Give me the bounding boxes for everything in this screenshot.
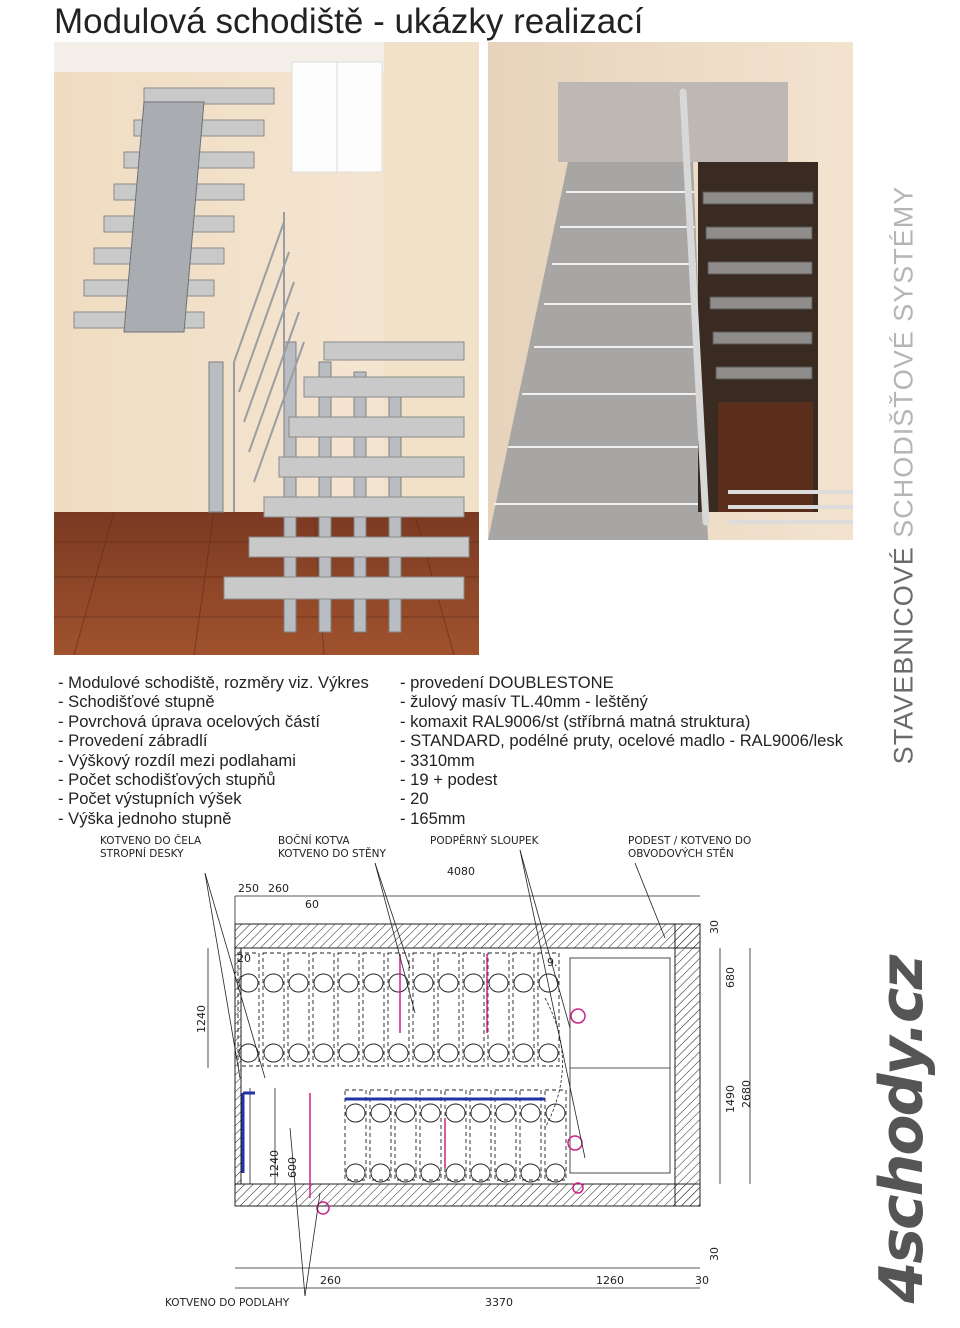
- dim-9: 9.: [547, 956, 558, 969]
- stair-step-outline: [395, 1090, 416, 1180]
- step-bracket-outline: [289, 974, 308, 992]
- stair-step-outline: [538, 953, 559, 1066]
- step-bracket-outline: [489, 974, 508, 992]
- dim-680: 680: [724, 967, 737, 988]
- dim-600: 600: [286, 1157, 299, 1178]
- brand-sidebar: [880, 30, 928, 910]
- step-bracket-outline: [414, 1044, 433, 1062]
- wall-right: [675, 924, 700, 1206]
- stair-step-outline: [513, 953, 534, 1066]
- step-bracket-outline: [546, 1164, 565, 1182]
- label-kotveno-cela: KOTVENO DO ČELA STROPNÍ DESKY: [100, 835, 202, 860]
- stair-step-outline: [288, 953, 309, 1066]
- step-bracket-outline: [514, 974, 533, 992]
- stair-step-outline: [438, 953, 459, 1066]
- stair-step-outline: [313, 953, 334, 1066]
- step-bracket-outline: [539, 1044, 558, 1062]
- dim-250: 250: [238, 882, 259, 895]
- step-bracket-outline: [371, 1104, 390, 1122]
- spec-row: - Výška jednoho stupně - 165mm: [58, 808, 466, 828]
- step-bracket-outline: [464, 1044, 483, 1062]
- step-bracket-outline: [264, 974, 283, 992]
- step-bracket-outline: [364, 974, 383, 992]
- step-bracket-outline: [471, 1104, 490, 1122]
- step-bracket-outline: [314, 1044, 333, 1062]
- stair-plan-svg: [100, 828, 860, 1323]
- step-bracket-outline: [264, 1044, 283, 1062]
- stair-step-outline: [413, 953, 434, 1066]
- dim-30-top: 30: [708, 920, 721, 934]
- stair-step-outline: [488, 953, 509, 1066]
- label-bocni-kotva: BOČNÍ KOTVA KOTVENO DO STĚNY: [278, 835, 386, 860]
- step-bracket-outline: [496, 1104, 515, 1122]
- label-podest: PODEST / KOTVENO DO OBVODOVÝCH STĚN: [628, 835, 752, 860]
- step-bracket-outline: [514, 1044, 533, 1062]
- stair-step-outline: [420, 1090, 441, 1180]
- stair-step-outline: [495, 1090, 516, 1180]
- step-bracket-outline: [421, 1104, 440, 1122]
- step-bracket-outline: [346, 1164, 365, 1182]
- spec-row: - Povrchová úprava ocelových částí - komaxit RAL9006/st (stříbrná matná struktura): [58, 711, 751, 731]
- step-bracket-outline: [439, 974, 458, 992]
- page-title: Modulová schodiště - ukázky realizací: [54, 2, 644, 41]
- step-bracket-outline: [471, 1164, 490, 1182]
- label-kotveno-podlahy: KOTVENO DO PODLAHY: [165, 1297, 290, 1309]
- dim-260: 260: [268, 882, 289, 895]
- step-bracket-outline: [239, 974, 258, 992]
- wall-bottom: [235, 1184, 700, 1206]
- spec-row: - Provedení zábradlí - STANDARD, podélné pruty, ocelové madlo - RAL9006/lesk: [58, 731, 844, 751]
- step-bracket-outline: [521, 1164, 540, 1182]
- wall-top: [235, 924, 700, 948]
- dim-60: 60: [305, 898, 319, 911]
- label-podperny-sloupek: PODPĚRNÝ SLOUPEK: [430, 835, 539, 847]
- spec-row: - Výškový rozdíl mezi podlahami - 3310mm: [58, 750, 475, 770]
- stair-step-outline: [338, 953, 359, 1066]
- stair-step-outline: [345, 1090, 366, 1180]
- staircase-photo-left: [54, 42, 479, 655]
- brand-logo: [862, 940, 942, 1320]
- stair-step-outline: [388, 953, 409, 1066]
- spec-row: - Modulové schodiště, rozměry viz. Výkres - provedení DOUBLESTONE: [58, 673, 614, 692]
- specifications: [58, 673, 888, 828]
- step-bracket-outline: [539, 974, 558, 992]
- dim-260-bottom: 260: [320, 1274, 341, 1287]
- dim-1240-left: 1240: [195, 1005, 208, 1033]
- logo-text: 4schody.cz: [867, 956, 937, 1304]
- brand-tagline: STAVEBNICOVÉ SCHODIŠŤOVÉ SYSTÉMY: [888, 185, 919, 765]
- staircase-photo-right: [488, 42, 853, 540]
- dim-1260: 1260: [596, 1274, 624, 1287]
- step-bracket-outline: [521, 1104, 540, 1122]
- stair-step-outline: [370, 1090, 391, 1180]
- step-bracket-outline: [314, 974, 333, 992]
- step-bracket-outline: [339, 1044, 358, 1062]
- step-bracket-outline: [446, 1164, 465, 1182]
- step-bracket-outline: [546, 1104, 565, 1122]
- step-bracket-outline: [371, 1164, 390, 1182]
- technical-drawing: [100, 828, 860, 1323]
- dim-1490: 1490: [724, 1085, 737, 1113]
- step-bracket-outline: [239, 1044, 258, 1062]
- dim-3370: 3370: [485, 1296, 513, 1309]
- stair-step-outline: [463, 953, 484, 1066]
- spec-row: - Počet schodišťových stupňů - 19 + podest: [58, 769, 498, 789]
- step-bracket-outline: [389, 1044, 408, 1062]
- stair-step-outline: [263, 953, 284, 1066]
- dim-30-right: 30: [708, 1247, 721, 1261]
- dim-30-bottom: 30: [695, 1274, 709, 1287]
- spec-row: - Počet výstupních výšek - 20: [58, 789, 429, 809]
- step-bracket-outline: [414, 974, 433, 992]
- step-bracket-outline: [464, 974, 483, 992]
- step-bracket-outline: [439, 1044, 458, 1062]
- step-bracket-outline: [396, 1164, 415, 1182]
- stair-step-outline: [520, 1090, 541, 1180]
- dim-20: 20: [237, 952, 251, 965]
- step-bracket-outline: [446, 1104, 465, 1122]
- dim-4080: 4080: [447, 865, 475, 878]
- step-bracket-outline: [496, 1164, 515, 1182]
- stair-step-outline: [470, 1090, 491, 1180]
- dim-2680: 2680: [740, 1080, 753, 1108]
- step-bracket-outline: [396, 1104, 415, 1122]
- stair-step-outline: [363, 953, 384, 1066]
- step-bracket-outline: [364, 1044, 383, 1062]
- spec-row: - Schodišťové stupně - žulový masív TL.40mm - leštěný: [58, 692, 648, 712]
- stair-step-outline: [545, 1090, 566, 1180]
- step-bracket-outline: [339, 974, 358, 992]
- stair-step-outline: [445, 1090, 466, 1180]
- step-bracket-outline: [346, 1104, 365, 1122]
- step-bracket-outline: [289, 1044, 308, 1062]
- step-bracket-outline: [421, 1164, 440, 1182]
- step-bracket-outline: [489, 1044, 508, 1062]
- dim-1240-inner: 1240: [268, 1150, 281, 1178]
